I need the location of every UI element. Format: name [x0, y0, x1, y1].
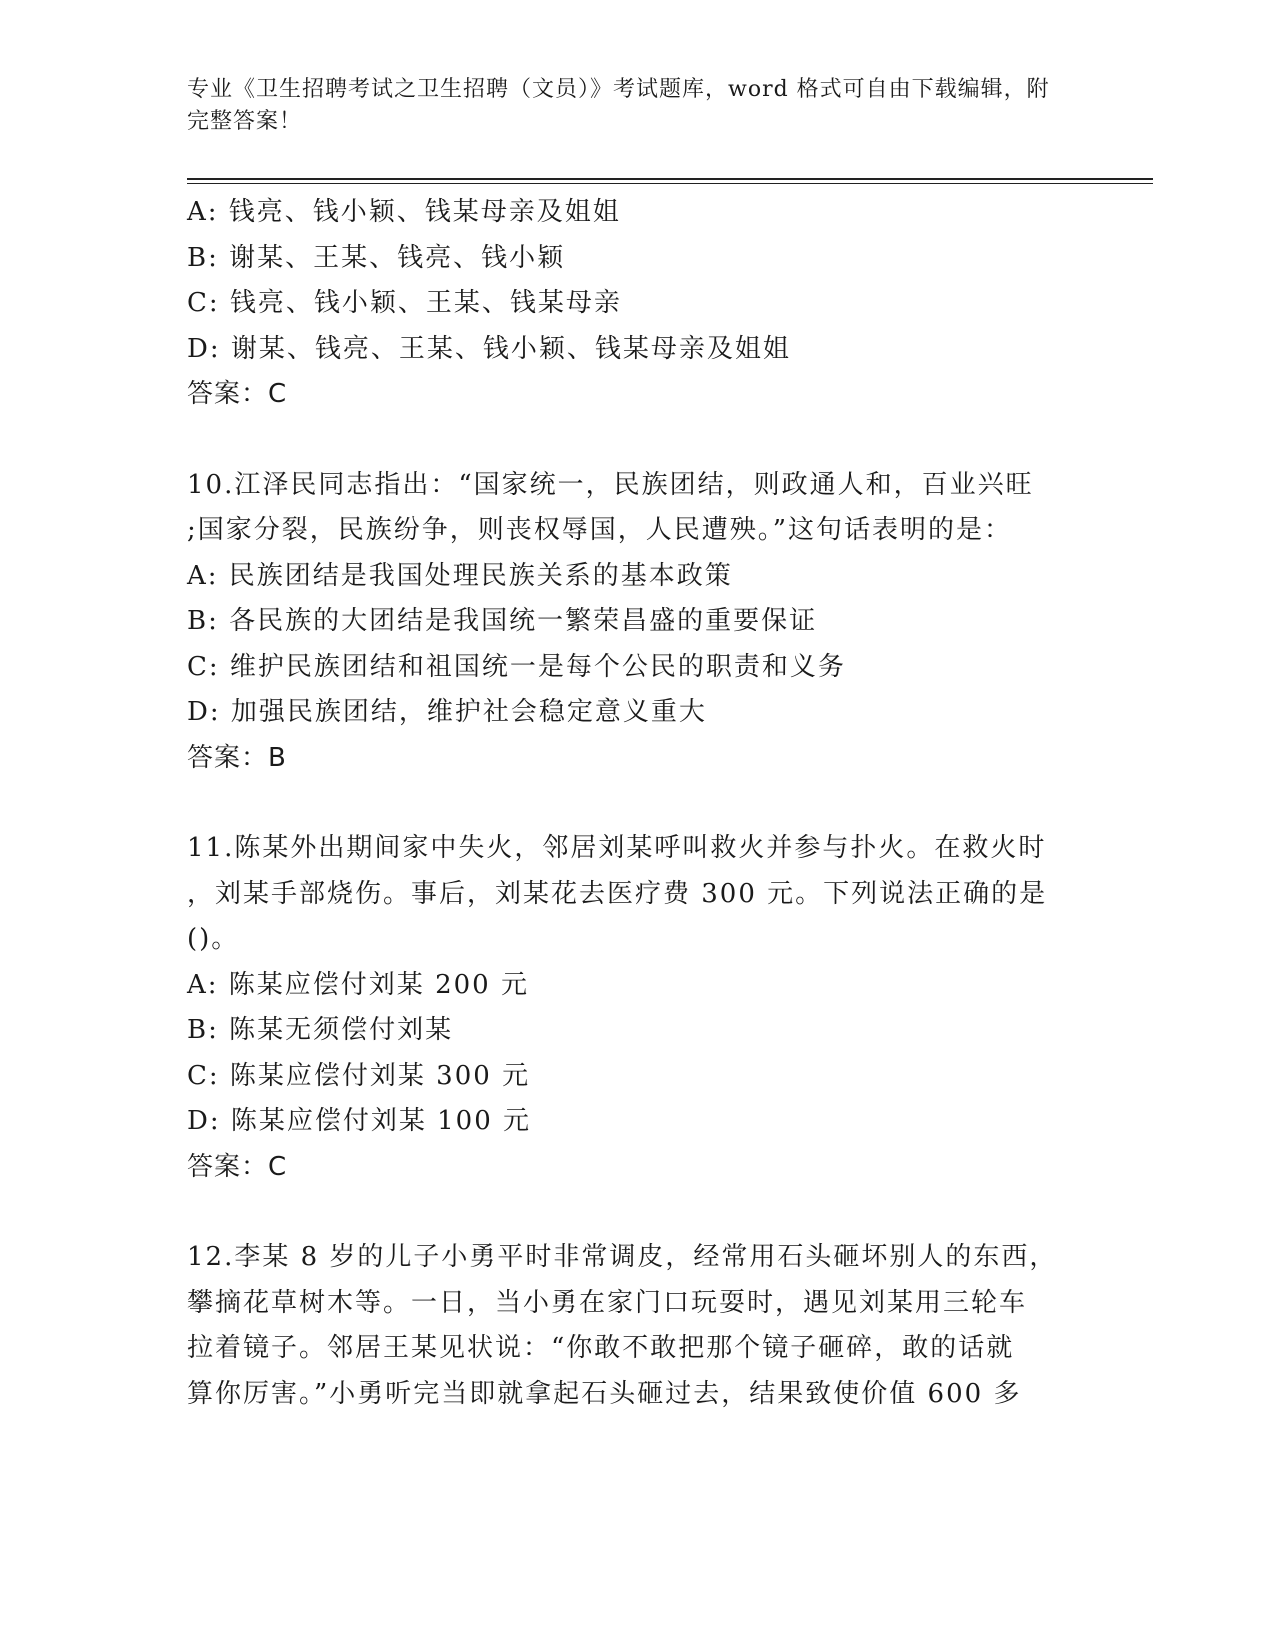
option-c: C: 陈某应偿付刘某 300 元: [187, 1060, 531, 1091]
option-d: D: 加强民族团结，维护社会稳定意义重大: [187, 697, 707, 727]
option-c: C: 维护民族团结和祖国统一是每个公民的职责和义务: [187, 651, 846, 682]
question-11: [187, 826, 1087, 1190]
option-a: A: 陈某应偿付刘某 200 元: [187, 969, 529, 1000]
option-a: A: 钱亮、钱小颖、钱某母亲及姐姐: [187, 197, 621, 227]
spacer: [187, 418, 1087, 463]
answer: 答案：C: [187, 379, 288, 409]
question-stem-line: 算你厉害。”小勇听完当即就拿起石头砸过去，结果致使价值 600 多: [187, 1378, 1022, 1409]
question-stem-line: 12.李某 8 岁的儿子小勇平时非常调皮，经常用石头砸坏别人的东西，: [187, 1242, 1058, 1272]
question-stem-line: 11.陈某外出期间家中失火，邻居刘某呼叫救火并参与扑火。在救火时: [187, 833, 1047, 863]
question-stem-line: 10.江泽民同志指出：“国家统一，民族团结，则政通人和，百业兴旺: [187, 469, 1034, 500]
question-12: [187, 1235, 1087, 1417]
header-rule-thick: [187, 178, 1153, 180]
question-stem-line: 拉着镜子。邻居王某见状说：“你敢不敢把那个镜子砸碎，敢的话就: [187, 1333, 1015, 1363]
option-c: C: 钱亮、钱小颖、王某、钱某母亲: [187, 288, 622, 318]
option-d: D: 谢某、钱亮、王某、钱小颖、钱某母亲及姐姐: [187, 333, 791, 364]
question-stem-line: ()。: [187, 924, 240, 954]
spacer: [187, 1190, 1087, 1235]
question-9: [187, 190, 1087, 418]
question-stem-line: ，刘某手部烧伤。事后，刘某花去医疗费 300 元。下列说法正确的是: [187, 878, 1048, 909]
option-b: B: 各民族的大团结是我国统一繁荣昌盛的重要保证: [187, 606, 818, 636]
option-b: B: 谢某、王某、钱亮、钱小颖: [187, 242, 566, 273]
spacer: [187, 781, 1087, 826]
answer: 答案：C: [187, 1151, 288, 1182]
option-b: B: 陈某无须偿付刘某: [187, 1015, 454, 1045]
question-list: [187, 190, 1087, 1417]
question-stem-line: ;国家分裂，民族纷争，则丧权辱国，人民遭殃。”这句话表明的是：: [187, 515, 1013, 545]
option-d: D: 陈某应偿付刘某 100 元: [187, 1106, 532, 1136]
question-10: [187, 463, 1087, 782]
option-a: A: 民族团结是我国处理民族关系的基本政策: [187, 560, 733, 591]
document-header: 专业《卫生招聘考试之卫生招聘（文员）》考试题库，word 格式可自由下载编辑，附完整答案！: [187, 77, 1050, 134]
question-stem-line: 攀摘花草树木等。一日，当小勇在家门口玩耍时，遇见刘某用三轮车: [187, 1287, 1028, 1318]
answer: 答案：B: [187, 742, 287, 773]
header-rule-thin: [187, 183, 1153, 184]
